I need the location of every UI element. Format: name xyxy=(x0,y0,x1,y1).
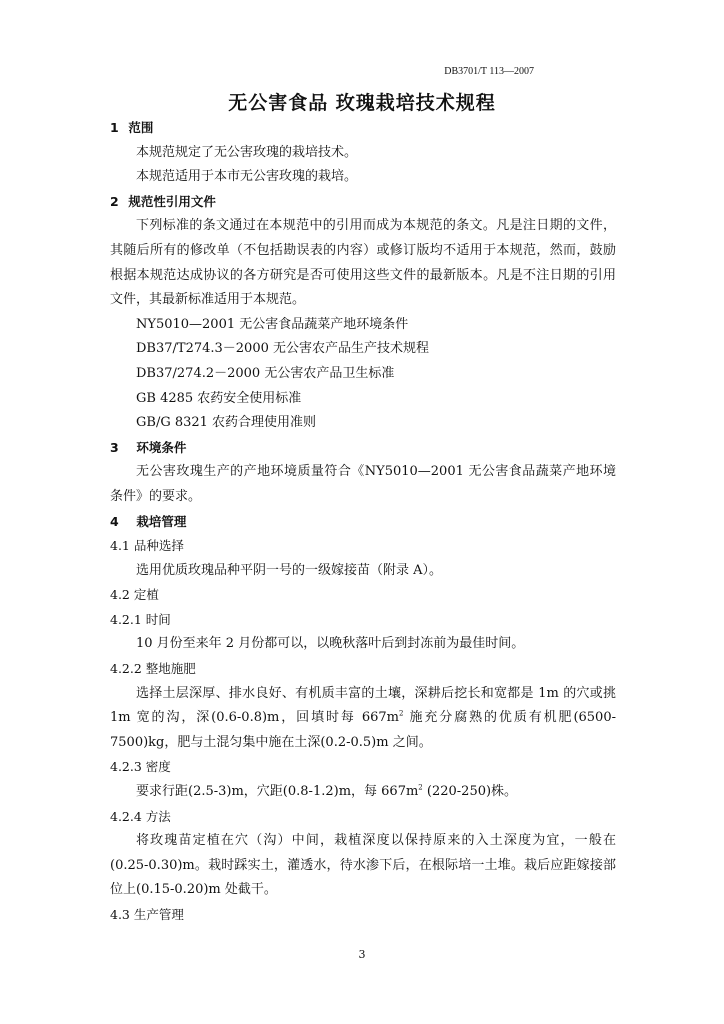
subsection-heading: 4.1 品种选择 xyxy=(110,538,184,554)
reference-item: GB/G 8321 农药合理使用准则 xyxy=(136,415,317,431)
section-number: 1 xyxy=(110,120,119,135)
section-number: 2 xyxy=(110,193,119,209)
superscript: 2 xyxy=(418,783,423,792)
section-title: 规范性引用文件 xyxy=(128,193,216,209)
section-number: 3 xyxy=(110,439,119,455)
page-number: 3 xyxy=(358,948,366,961)
section-heading-scope xyxy=(110,116,616,141)
subsection-heading: 4.3 生产管理 xyxy=(110,907,184,922)
paragraph xyxy=(110,780,616,805)
subsection-heading: 4.2.3 密度 xyxy=(110,759,171,775)
document-title: 无公害食品 玫瑰栽培技术规程 xyxy=(228,92,496,114)
reference-item: DB37/274.2－2000 无公害农产品卫生标准 xyxy=(136,365,395,381)
paragraph: 选用优质玫瑰品种平阴一号的一级嫁接苗（附录 A）。 xyxy=(136,562,443,578)
text-run: (220-250)株。 xyxy=(422,784,518,800)
subsection-heading: 4.2.2 整地施肥 xyxy=(110,661,196,677)
superscript: 2 xyxy=(398,709,404,718)
paragraph: 本规范适用于本市无公害玫瑰的栽培。 xyxy=(136,169,358,185)
paragraph xyxy=(110,682,616,756)
section-heading-normative-references xyxy=(110,190,616,215)
subsection-heading: 4.2.4 方法 xyxy=(110,808,171,824)
section-number: 4 xyxy=(110,513,119,529)
subsection-heading: 4.2.1 时间 xyxy=(110,611,171,627)
reference-item: NY5010—2001 无公害食品蔬菜产地环境条件 xyxy=(136,316,409,332)
section-title: 范围 xyxy=(128,120,154,135)
paragraph: 将玫瑰苗定植在穴（沟）中间，栽植深度以保持原来的入土深度为宜，一般在(0.25-0.30)m。栽时踩实土，灌透水，待水渗下后，在根际培一土堆。栽后应距嫁接部位上(0.15-0.20)m 处截干。 xyxy=(110,833,616,898)
document-body xyxy=(110,116,616,928)
text-run: 施充分腐熟的优质有机肥(6500-7500)kg，肥与土混匀集中施在土深(0.2-0.5)m 之间。 xyxy=(110,710,616,750)
paragraph: 无公害玫瑰生产的产地环境质量符合《NY5010—2001 无公害食品蔬菜产地环境条件》的要求。 xyxy=(110,464,616,504)
standard-code: DB3701/T 113—2007 xyxy=(444,66,534,77)
reference-item: DB37/T274.3－2000 无公害农产品生产技术规程 xyxy=(136,341,430,357)
text-run: 要求行距(2.5-3)m，穴距(0.8-1.2)m，每 667m xyxy=(136,784,419,800)
section-heading-environment xyxy=(110,436,616,461)
reference-item: GB 4285 农药安全使用标准 xyxy=(136,390,302,406)
paragraph: 下列标准的条文通过在本规范中的引用而成为本规范的条文。凡是注日期的文件，其随后所有的修改单（不包括勘误表的内容）或修订版均不适用于本规范，然而，鼓励根据本规范达成协议的各方研究是否可使用这些文件的最新版本。凡是不注日期的引用文件，其最新标准适用于本规范。 xyxy=(110,218,616,308)
subsection-heading: 4.2 定植 xyxy=(110,587,159,603)
section-heading-cultivation xyxy=(110,510,616,535)
paragraph: 本规范规定了无公害玫瑰的栽培技术。 xyxy=(136,144,358,160)
section-title: 栽培管理 xyxy=(136,513,187,529)
paragraph: 10 月份至来年 2 月份都可以，以晚秋落叶后到封冻前为最佳时间。 xyxy=(136,636,525,652)
text-run: 选择土层深厚、排水良好、有机质丰富的土壤，深耕后挖长和宽都是 1m 的穴或挑 1m 宽的沟，深(0.6-0.8)m，回填时每 667m xyxy=(110,685,616,726)
section-title: 环境条件 xyxy=(136,439,187,455)
